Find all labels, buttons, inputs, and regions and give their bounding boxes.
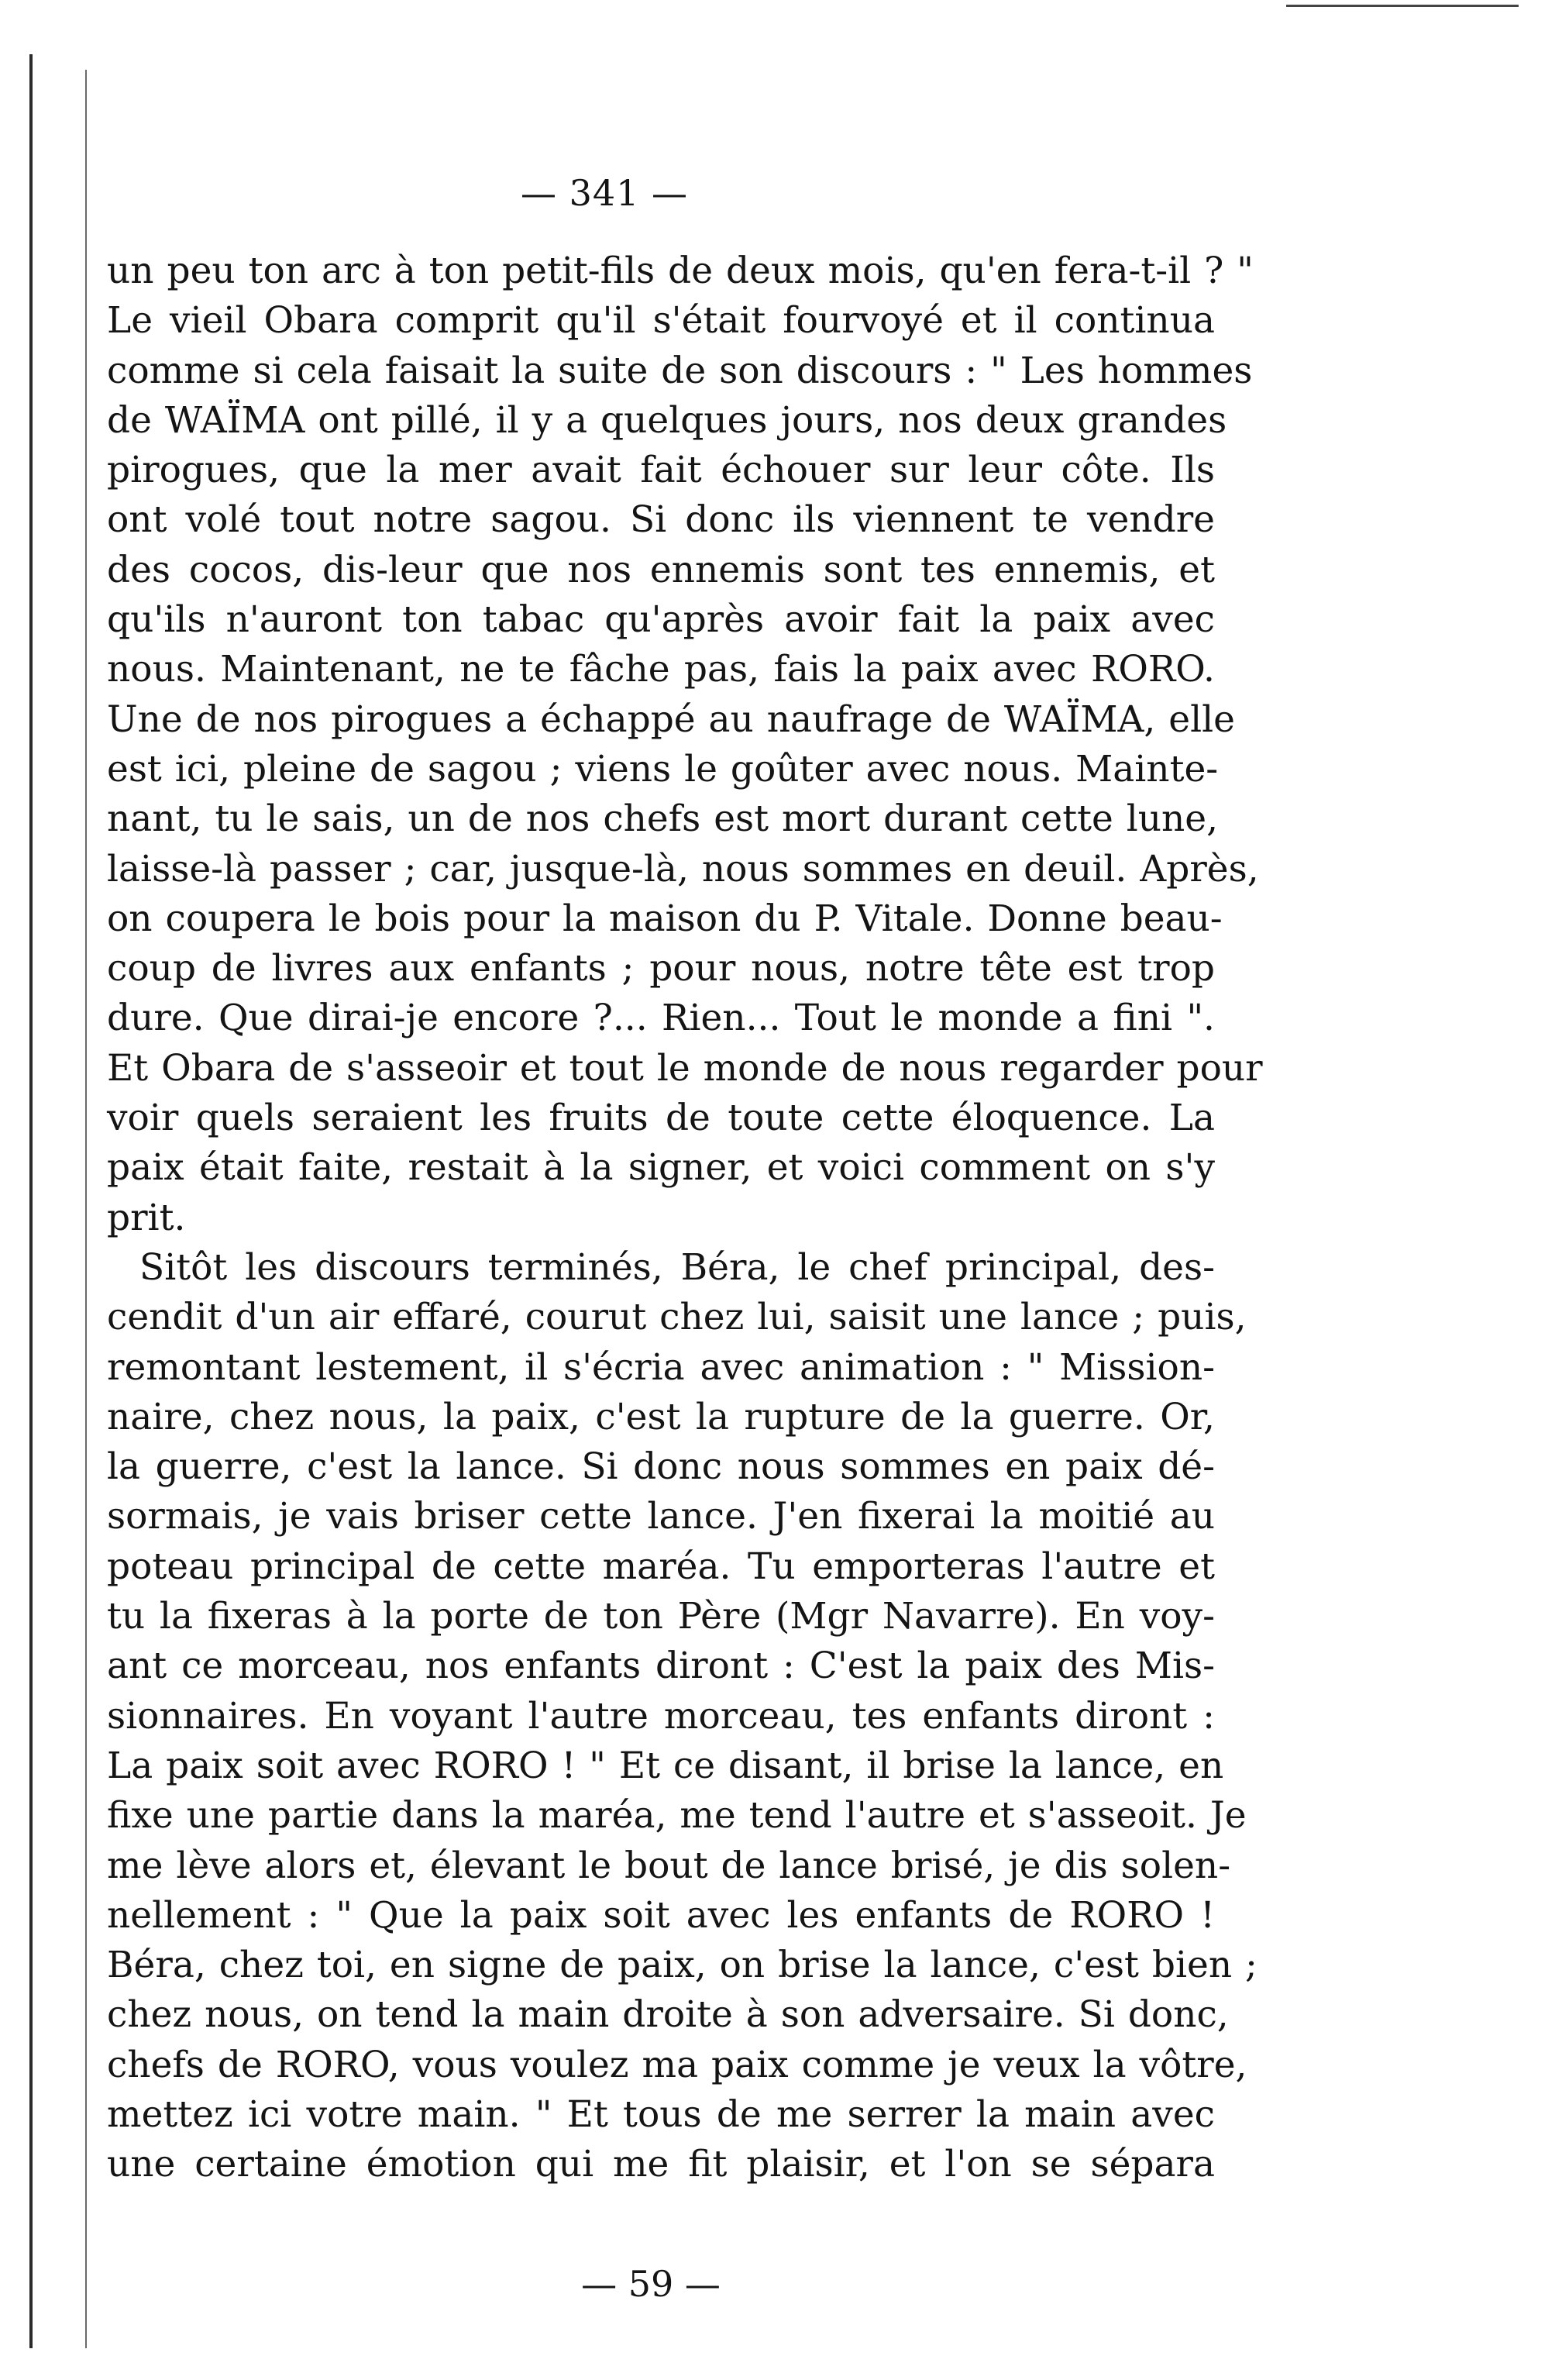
text-line: chefs de RORO, vous voulez ma paix comme je veux la vôtre, [107,2043,1247,2086]
text-line: est ici, pleine de sagou ; viens le goûter avec nous. Mainte- [107,747,1219,790]
text-line: dure. Que dirai-je encore ?... Rien... Tout le monde a fini ". [107,997,1215,1040]
text-line: Béra, chez toi, en signe de paix, on brise la lance, c'est bien ; [107,1944,1258,1987]
text-line: comme si cela faisait la suite de son discours : " Les hommes [107,349,1253,392]
text-line: laisse-là passer ; car, jusque-là, nous sommes en deuil. Après, [107,847,1259,890]
text-line: pirogues, que la mer avait fait échouer sur leur côte. Ils [107,449,1215,492]
text-line: naire, chez nous, la paix, c'est la rupture de la guerre. Or, [107,1395,1215,1438]
scan-top-mark [1286,5,1519,7]
text-line: la guerre, c'est la lance. Si donc nous sommes en paix dé- [107,1445,1215,1489]
text-line: Sitôt les discours terminés, Béra, le chef principal, des- [139,1245,1215,1289]
scan-binding-edge [29,54,33,2348]
text-line: coup de livres aux enfants ; pour nous, notre tête est trop [107,947,1215,990]
text-line: sormais, je vais briser cette lance. J'en fixerai la moitié au [107,1495,1215,1538]
text-line: ant ce morceau, nos enfants diront : C'est la paix des Mis- [107,1645,1215,1688]
text-line: me lève alors et, élevant le bout de lance brisé, je dis solen- [107,1844,1231,1887]
page-body-text [107,246,1263,2190]
text-line: poteau principal de cette maréa. Tu emporteras l'autre et [107,1545,1215,1588]
text-line: voir quels seraient les fruits de toute cette éloquence. La [107,1097,1215,1140]
text-line: un peu ton arc à ton petit-fils de deux mois, qu'en fera-t-il ? " [107,250,1254,292]
text-line: paix était faite, restait à la signer, et voici comment on s'y [107,1146,1215,1190]
text-line: une certaine émotion qui me fit plaisir, et l'on se sépara [107,2143,1215,2186]
text-line: nellement : " Que la paix soit avec les enfants de RORO ! [107,1893,1215,1937]
text-line: remontant lestement, il s'écria avec animation : " Mission- [107,1345,1215,1389]
text-line: nous. Maintenant, ne te fâche pas, fais la paix avec RORO. [107,648,1215,691]
page-header-number: — 341 — [520,172,689,214]
text-line: cendit d'un air effaré, courut chez lui, saisit une lance ; puis, [107,1296,1247,1339]
text-line: de WAÏMA ont pillé, il y a quelques jours, nos deux grandes [107,398,1227,442]
text-line: ont volé tout notre sagou. Si donc ils viennent te vendre [107,498,1215,542]
text-line: nant, tu le sais, un de nos chefs est mort durant cette lune, [107,797,1219,841]
text-line: on coupera le bois pour la maison du P. Vitale. Donne beau- [107,897,1223,940]
page-footer-number: — 59 — [581,2263,721,2305]
text-line: Une de nos pirogues a échappé au naufrage de WAÏMA, elle [107,697,1236,741]
text-line: chez nous, on tend la main droite à son adversaire. Si donc, [107,1993,1229,2037]
text-line: prit. [107,1196,186,1239]
text-line: sionnaires. En voyant l'autre morceau, tes enfants diront : [107,1694,1215,1738]
text-line: des cocos, dis-leur que nos ennemis sont tes ennemis, et [107,548,1215,591]
text-line: mettez ici votre main. " Et tous de me serrer la main avec [107,2092,1215,2136]
scan-margin-line [85,70,87,2348]
text-line: Le vieil Obara comprit qu'il s'était fourvoyé et il continua [107,299,1215,343]
text-line: qu'ils n'auront ton tabac qu'après avoir fait la paix avec [107,598,1215,642]
text-line: fixe une partie dans la maréa, me tend l'autre et s'asseoit. Je [107,1794,1247,1838]
text-line: La paix soit avec RORO ! " Et ce disant, il brise la lance, en [107,1744,1224,1787]
text-line: Et Obara de s'asseoir et tout le monde de nous regarder pour [107,1046,1263,1090]
text-line: tu la fixeras à la porte de ton Père (Mgr Navarre). En voy- [107,1595,1215,1638]
